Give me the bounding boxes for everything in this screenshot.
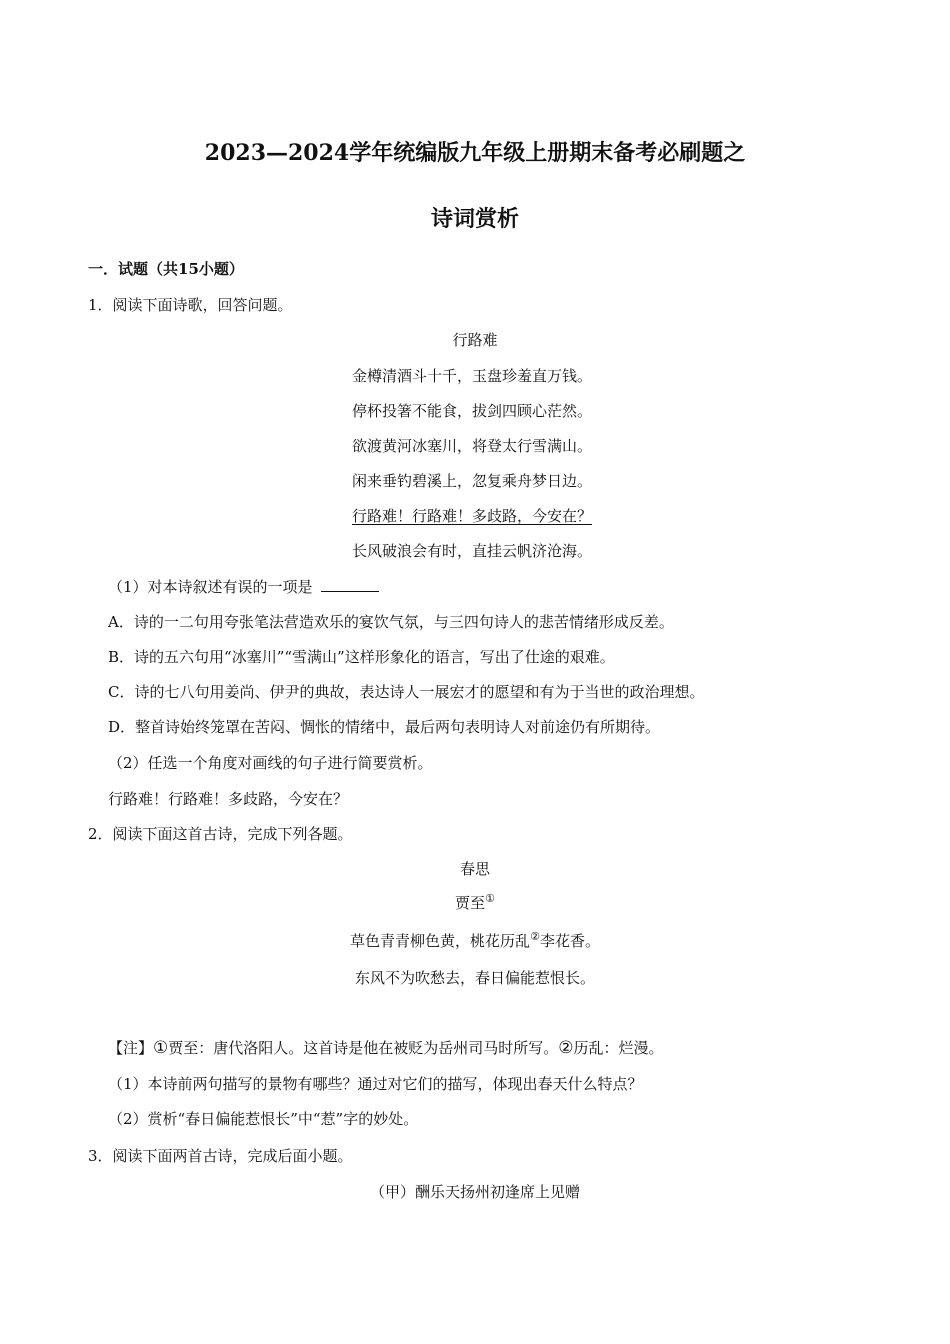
footnote-marker: ① xyxy=(485,892,495,905)
q2-poem-title: 春思 xyxy=(459,860,490,878)
q1-sub2: （2）任选一个角度对画线的句子进行简要赏析。 xyxy=(108,754,433,772)
q2-author-name: 贾至 xyxy=(455,894,486,912)
q2-line1-a: 草色青青柳色黄，桃花历乱 xyxy=(350,932,531,950)
q1-poem-line: 闲来垂钓碧溪上，忽复乘舟梦日边。 xyxy=(352,472,593,490)
q2-note2-text: 历乱：烂漫。 xyxy=(573,1039,664,1057)
q1-poem-line: 欲渡黄河冰塞川，将登太行雪满山。 xyxy=(352,437,593,455)
q2-line1-b: 李花香。 xyxy=(539,932,600,950)
q1-sub1 xyxy=(108,577,379,597)
section-heading: 一．试题（共15小题） xyxy=(88,260,244,278)
q2-note-label: 【注】 xyxy=(108,1039,154,1057)
footnote-marker: ② xyxy=(530,930,540,943)
answer-blank[interactable] xyxy=(321,577,379,592)
q1-sub1-text: （1）对本诗叙述有误的一项是 xyxy=(108,578,313,596)
q1-option-d: D．整首诗始终笼罩在苦闷、惆怅的情绪中，最后两句表明诗人对前途仍有所期待。 xyxy=(108,718,661,736)
q2-poem-line: 东风不为吹愁去，春日偏能惹恨长。 xyxy=(354,969,595,987)
q2-author xyxy=(0,893,950,913)
page-title-line2: 诗词赏析 xyxy=(430,206,519,232)
footnote-marker: ① xyxy=(153,1038,169,1058)
footnote-marker: ② xyxy=(558,1038,574,1058)
q1-poem-line: 停杯投箸不能食，拔剑四顾心茫然。 xyxy=(352,402,593,420)
q2-sub1: （1）本诗前两句描写的景物有哪些？通过对它们的描写，体现出春天什么特点？ xyxy=(108,1075,643,1093)
q1-poem-title: 行路难 xyxy=(452,331,498,349)
q3-prompt: 3．阅读下面两首古诗，完成后面小题。 xyxy=(88,1147,353,1165)
q2-poem-line xyxy=(0,931,950,951)
q2-note1-text: 贾至：唐代洛阳人。这首诗是他在被贬为岳州司马时所写。 xyxy=(168,1039,559,1057)
q1-option-a: A．诗的一二句用夸张笔法营造欢乐的宴饮气氛，与三四句诗人的悲苦情绪形成反差。 xyxy=(108,613,674,631)
q2-sub2: （2）赏析“春日偏能惹恨长”中“惹”字的妙处。 xyxy=(108,1110,419,1128)
q1-poem-line-underlined: 行路难！行路难！多歧路，今安在？ xyxy=(352,507,593,525)
q1-prompt: 1．阅读下面诗歌，回答问题。 xyxy=(88,296,293,314)
page-title-line1: 2023—2024学年统编版九年级上册期末备考必刷题之 xyxy=(204,140,746,166)
q3-poem-title: （甲）酬乐天扬州初逢席上见赠 xyxy=(369,1183,580,1201)
q2-prompt: 2．阅读下面这首古诗，完成下列各题。 xyxy=(88,825,353,843)
q1-option-c: C．诗的七八句用姜尚、伊尹的典故，表达诗人一展宏才的愿望和有为于当世的政治理想。 xyxy=(108,683,705,701)
q2-note xyxy=(108,1038,664,1058)
q1-option-b: B．诗的五六句用“冰塞川”“雪满山”这样形象化的语言，写出了仕途的艰难。 xyxy=(108,648,615,666)
q1-poem-line: 金樽清酒斗十千，玉盘珍羞直万钱。 xyxy=(352,367,593,385)
q1-poem-line: 长风破浪会有时，直挂云帆济沧海。 xyxy=(352,542,593,560)
q1-quote: 行路难！行路难！多歧路，今安在？ xyxy=(108,790,349,808)
